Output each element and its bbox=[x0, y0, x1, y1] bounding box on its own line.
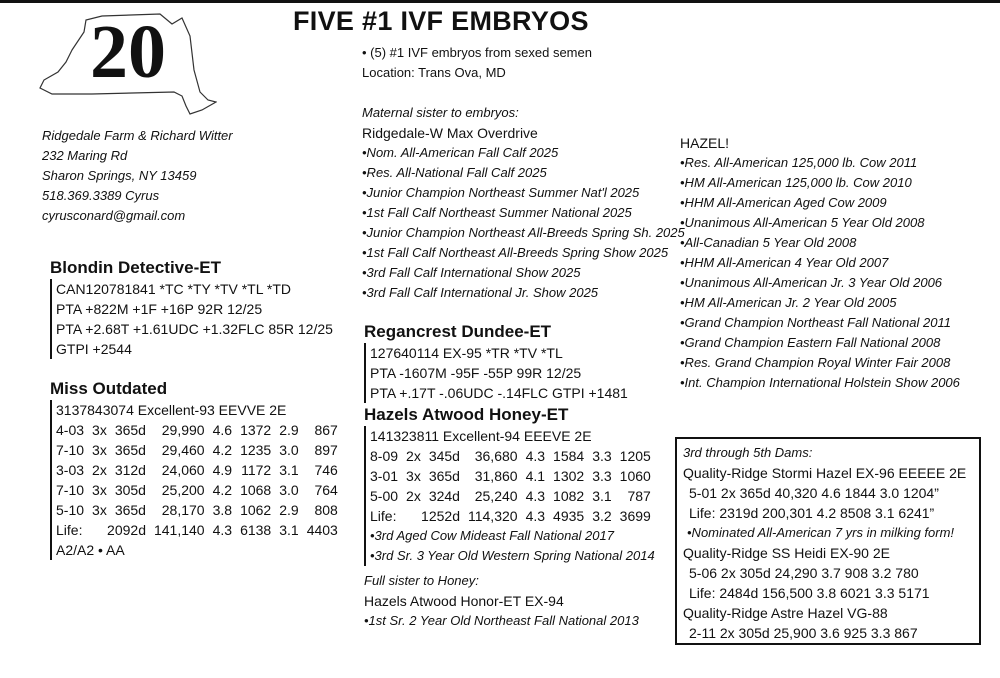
dam3-name: Quality-Ridge Stormi Hazel EX-96 EEEEE 2E bbox=[683, 465, 967, 481]
record-cell: 1082 bbox=[553, 488, 585, 504]
record-cell: 2x bbox=[406, 488, 421, 504]
honor-item: •1st Fall Calf Northeast All-Breeds Spring Show 2025 bbox=[362, 245, 669, 260]
consignor-phone: 518.369.3389 Cyrus bbox=[42, 188, 160, 203]
honor-item: •Junior Champion Northeast All-Breeds Spring Sh. 2025 bbox=[362, 225, 685, 240]
record-cell: 1235 bbox=[240, 442, 272, 458]
honor-item: •Nom. All-American Fall Calf 2025 bbox=[362, 145, 559, 160]
honor-item: •Res. All-American 125,000 lb. Cow 2011 bbox=[680, 155, 918, 170]
life-cell: 4.3 bbox=[212, 522, 233, 538]
record-cell: 3.8 bbox=[212, 502, 233, 518]
honor-item: •1st Fall Calf Northeast Summer National 2025 bbox=[362, 205, 632, 220]
lot-number: 20 bbox=[90, 10, 166, 94]
record-row bbox=[56, 500, 346, 520]
honor-item: •Int. Champion International Holstein Show 2006 bbox=[680, 375, 960, 390]
record-cell: 3-03 bbox=[56, 462, 85, 478]
record-row bbox=[370, 486, 659, 506]
record-cell: 312d bbox=[114, 462, 146, 478]
honor-item: •Grand Champion Northeast Fall National 2011 bbox=[680, 315, 951, 330]
dam-genotype: A2/A2 • AA bbox=[56, 542, 125, 558]
consignor-email: cyrusconard@gmail.com bbox=[42, 208, 186, 223]
honor-item: •3rd Fall Calf International Jr. Show 2025 bbox=[362, 285, 599, 300]
full-sister-block bbox=[364, 571, 639, 631]
record-cell: 29,460 bbox=[161, 442, 205, 458]
dam3-note: •Nominated All-American 7 yrs in milking form! bbox=[687, 525, 955, 540]
record-cell: 808 bbox=[314, 502, 338, 518]
full-sister-caption: Full sister to Honey: bbox=[364, 573, 479, 588]
record-cell: 4-03 bbox=[56, 422, 85, 438]
maternal-sister-name: Ridgedale-W Max Overdrive bbox=[362, 125, 538, 141]
honor-item: •HHM All-American 4 Year Old 2007 bbox=[680, 255, 889, 270]
record-cell: 4.3 bbox=[525, 448, 546, 464]
intro-line: • (5) #1 IVF embryos from sexed semen bbox=[362, 45, 592, 60]
record-cell: 31,860 bbox=[474, 468, 518, 484]
record-cell: 4.2 bbox=[212, 482, 233, 498]
record-cell: 2.9 bbox=[279, 502, 299, 518]
record-cell: 1172 bbox=[241, 462, 272, 478]
honor-item: •HHM All-American Aged Cow 2009 bbox=[680, 195, 887, 210]
honor-item: •Grand Champion Eastern Fall National 2008 bbox=[680, 335, 941, 350]
granddam-records-table bbox=[370, 446, 659, 526]
sire-line: PTA +822M +1F +16P 92R 12/25 bbox=[56, 301, 263, 317]
record-cell: 3-01 bbox=[370, 468, 399, 484]
dam-sire-line: PTA +.17T -.06UDC -.14FLC GTPI +1481 bbox=[370, 385, 628, 401]
record-cell: 29,990 bbox=[161, 422, 205, 438]
record-cell: 867 bbox=[314, 422, 338, 438]
record-cell: 897 bbox=[314, 442, 338, 458]
honor-item: •3rd Aged Cow Mideast Fall National 2017 bbox=[370, 528, 614, 543]
record-cell: 305d bbox=[114, 482, 146, 498]
record-cell: 28,170 bbox=[161, 502, 205, 518]
intro bbox=[362, 43, 592, 83]
record-cell: 1372 bbox=[240, 422, 272, 438]
record-cell: 4.2 bbox=[212, 442, 233, 458]
granddam-name: Hazels Atwood Honey-ET bbox=[364, 405, 569, 424]
intro-line: Location: Trans Ova, MD bbox=[362, 65, 506, 80]
record-cell: 3.0 bbox=[279, 442, 299, 458]
sire-block bbox=[50, 257, 333, 359]
honor-item: •Res. All-National Fall Calf 2025 bbox=[362, 165, 547, 180]
dam-records-table bbox=[56, 420, 346, 540]
record-cell: 3.3 bbox=[592, 468, 612, 484]
record-cell: 345d bbox=[428, 448, 460, 464]
ancestor-dams-box bbox=[675, 437, 981, 645]
honor-item: •Junior Champion Northeast Summer Nat'l 2025 bbox=[362, 185, 640, 200]
sire-line: PTA +2.68T +1.61UDC +1.32FLC 85R 12/25 bbox=[56, 321, 333, 337]
granddam-block bbox=[364, 404, 659, 566]
life-cell: 3.1 bbox=[279, 522, 299, 538]
dam-name: Miss Outdated bbox=[50, 379, 168, 398]
full-sister-honor: •1st Sr. 2 Year Old Northeast Fall National 2013 bbox=[364, 613, 639, 628]
life-cell: 114,320 bbox=[467, 508, 518, 524]
granddam-id-line: 141323811 Excellent-94 EEEVE 2E bbox=[370, 428, 592, 444]
life-cell: 4935 bbox=[553, 508, 585, 524]
record-cell: 3x bbox=[92, 502, 107, 518]
record-cell: 3.3 bbox=[592, 448, 612, 464]
record-cell: 746 bbox=[314, 462, 338, 478]
lot-badge bbox=[32, 10, 217, 125]
dam4-name: Quality-Ridge SS Heidi EX-90 2E bbox=[683, 545, 890, 561]
dam3-record: 5-01 2x 365d 40,320 4.6 1844 3.0 1204” bbox=[689, 485, 939, 501]
record-cell: 787 bbox=[627, 488, 651, 504]
dam-block bbox=[50, 378, 346, 560]
record-cell: 3x bbox=[92, 482, 107, 498]
dam-sire-info bbox=[364, 343, 628, 403]
sire-line: CAN120781841 *TC *TY *TV *TL *TD bbox=[56, 281, 291, 297]
record-row bbox=[370, 446, 659, 466]
life-cell: 3.2 bbox=[592, 508, 612, 524]
consignor-block bbox=[42, 126, 233, 226]
life-row bbox=[56, 520, 346, 540]
record-cell: 1205 bbox=[619, 448, 651, 464]
maternal-sister-honors bbox=[362, 143, 685, 303]
consignor-city: Sharon Springs, NY 13459 bbox=[42, 168, 197, 183]
life-cell: 4403 bbox=[306, 522, 338, 538]
record-cell: 25,240 bbox=[474, 488, 518, 504]
dams-box-caption: 3rd through 5th Dams: bbox=[683, 445, 813, 460]
sire-info bbox=[50, 279, 333, 359]
record-cell: 8-09 bbox=[370, 448, 399, 464]
sire-line: GTPI +2544 bbox=[56, 341, 132, 357]
dam4-life: Life: 2484d 156,500 3.8 6021 3.3 5171 bbox=[689, 585, 930, 601]
life-label: Life: bbox=[370, 508, 397, 524]
life-days: 1252d bbox=[421, 508, 460, 524]
record-cell: 365d bbox=[114, 422, 146, 438]
record-cell: 3.0 bbox=[279, 482, 299, 498]
dam5-name: Quality-Ridge Astre Hazel VG-88 bbox=[683, 605, 888, 621]
consignor-address: 232 Maring Rd bbox=[42, 148, 128, 163]
record-cell: 5-10 bbox=[56, 502, 85, 518]
honor-item: •HM All-American Jr. 2 Year Old 2005 bbox=[680, 295, 897, 310]
record-cell: 1060 bbox=[619, 468, 651, 484]
record-cell: 3x bbox=[92, 422, 107, 438]
record-row bbox=[56, 440, 346, 460]
life-days: 2092d bbox=[107, 522, 146, 538]
honor-item: •Unanimous All-American 5 Year Old 2008 bbox=[680, 215, 925, 230]
record-cell: 7-10 bbox=[56, 482, 85, 498]
record-cell: 1584 bbox=[553, 448, 585, 464]
life-row bbox=[370, 506, 659, 526]
dam-sire-name: Regancrest Dundee-ET bbox=[364, 322, 552, 341]
record-cell: 2.9 bbox=[279, 422, 299, 438]
record-cell: 764 bbox=[314, 482, 338, 498]
record-cell: 1302 bbox=[553, 468, 585, 484]
record-cell: 4.6 bbox=[212, 422, 233, 438]
honor-item: •HM All-American 125,000 lb. Cow 2010 bbox=[680, 175, 912, 190]
record-cell: 2x bbox=[92, 462, 107, 478]
record-row bbox=[56, 480, 346, 500]
granddam-info bbox=[364, 426, 659, 566]
record-cell: 24,060 bbox=[161, 462, 205, 478]
consignor-name: Ridgedale Farm & Richard Witter bbox=[42, 128, 233, 143]
dam-sire-block bbox=[364, 321, 628, 403]
sire-name: Blondin Detective-ET bbox=[50, 258, 221, 277]
dam-sire-line: PTA -1607M -95F -55P 99R 12/25 bbox=[370, 365, 582, 381]
dam5-record: 2-11 2x 305d 25,900 3.6 925 3.3 867 bbox=[689, 625, 918, 641]
life-label: Life: bbox=[56, 522, 83, 538]
life-cell: 6138 bbox=[240, 522, 272, 538]
granddam-honors bbox=[370, 526, 659, 566]
record-row bbox=[56, 420, 346, 440]
record-cell: 25,200 bbox=[161, 482, 205, 498]
honor-item: •All-Canadian 5 Year Old 2008 bbox=[680, 235, 857, 250]
record-cell: 4.3 bbox=[525, 488, 546, 504]
dam3-life: Life: 2319d 200,301 4.2 8508 3.1 6241” bbox=[689, 505, 935, 521]
dam-info bbox=[50, 400, 346, 560]
life-cell: 4.3 bbox=[525, 508, 546, 524]
record-cell: 365d bbox=[428, 468, 460, 484]
record-cell: 3x bbox=[92, 442, 107, 458]
record-cell: 324d bbox=[428, 488, 460, 504]
honor-item: •3rd Fall Calf International Show 2025 bbox=[362, 265, 581, 280]
life-cell: 141,140 bbox=[153, 522, 205, 538]
record-cell: 3.1 bbox=[592, 488, 612, 504]
maternal-sister-block bbox=[362, 103, 685, 303]
dam-sire-line: 127640114 EX-95 *TR *TV *TL bbox=[370, 345, 563, 361]
record-row bbox=[370, 466, 659, 486]
record-cell: 7-10 bbox=[56, 442, 85, 458]
record-cell: 365d bbox=[114, 442, 146, 458]
record-cell: 1062 bbox=[240, 502, 272, 518]
page-title: FIVE #1 IVF EMBRYOS bbox=[293, 6, 589, 36]
dam-id-line: 3137843074 Excellent-93 EEVVE 2E bbox=[56, 402, 287, 418]
honor-item: •3rd Sr. 3 Year Old Western Spring National 2014 bbox=[370, 548, 655, 563]
record-cell: 36,680 bbox=[474, 448, 518, 464]
record-cell: 5-00 bbox=[370, 488, 399, 504]
full-sister-name: Hazels Atwood Honor-ET EX-94 bbox=[364, 593, 564, 609]
record-cell: 4.9 bbox=[212, 462, 233, 478]
life-cell: 3699 bbox=[619, 508, 651, 524]
hazel-block bbox=[680, 133, 960, 393]
hazel-honors bbox=[680, 153, 960, 393]
honor-item: •Unanimous All-American Jr. 3 Year Old 2006 bbox=[680, 275, 943, 290]
maternal-sister-caption: Maternal sister to embryos: bbox=[362, 105, 519, 120]
record-cell: 365d bbox=[114, 502, 146, 518]
honor-item: •Res. Grand Champion Royal Winter Fair 2008 bbox=[680, 355, 951, 370]
record-cell: 3.1 bbox=[279, 462, 299, 478]
dam4-record: 5-06 2x 305d 24,290 3.7 908 3.2 780 bbox=[689, 565, 919, 581]
hazel-heading: HAZEL! bbox=[680, 135, 730, 151]
record-row bbox=[56, 460, 346, 480]
record-cell: 1068 bbox=[240, 482, 272, 498]
top-rule bbox=[0, 0, 1000, 3]
record-cell: 3x bbox=[406, 468, 421, 484]
record-cell: 4.1 bbox=[525, 468, 546, 484]
record-cell: 2x bbox=[406, 448, 421, 464]
